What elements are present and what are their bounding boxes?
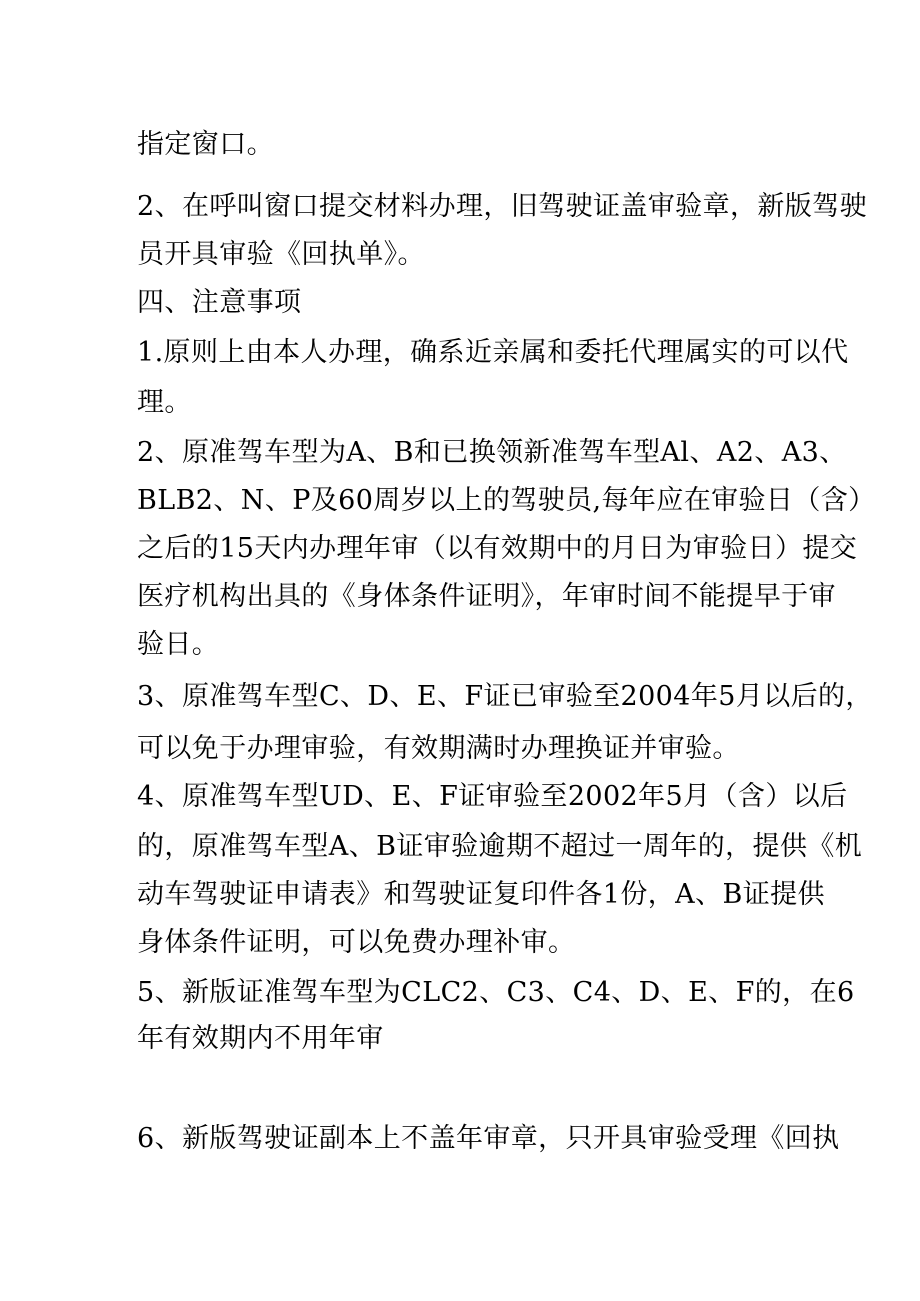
text-line: 3、原准驾车型C、D、E、F证已审验至2004年5月以后的， — [137, 681, 873, 712]
text-line: 理。 — [137, 387, 192, 418]
text-line: 的，原准驾车型A、B证审验逾期不超过一周年的，提供《机 — [137, 831, 863, 862]
text-line: 1.原则上由本人办理，确系近亲属和委托代理属实的可以代 — [137, 337, 849, 368]
text-line: 指定窗口。 — [137, 129, 274, 160]
text-line: BLB2、N、P及60周岁以上的驾驶员,每年应在审验日（含） — [137, 485, 876, 516]
text-line: 6、新版驾驶证副本上不盖年审章，只开具审验受理《回执 — [137, 1123, 840, 1154]
text-line: 医疗机构出具的《身体条件证明》，年审时间不能提早于审 — [137, 581, 836, 612]
text-line: 2、原准驾车型为A、B和已换领新准驾车型Al、A2、A3、 — [137, 437, 847, 468]
text-line: 身体条件证明，可以免费办理补审。 — [137, 927, 576, 958]
text-line: 可以免于办理审验，有效期满时办理换证并审验。 — [137, 733, 740, 764]
text-line: 年有效期内不用年审 — [137, 1023, 384, 1054]
text-line: 4、原准驾车型UD、E、F证审验至2002年5月（含）以后 — [137, 781, 848, 812]
section-heading: 四、注意事项 — [137, 287, 302, 318]
text-line: 2、在呼叫窗口提交材料办理，旧驾驶证盖审验章，新版驾驶 — [137, 191, 867, 222]
text-line: 之后的15天内办理年审（以有效期中的月日为审验日）提交 — [137, 533, 858, 564]
text-line: 动车驾驶证申请表》和驾驶证复印件各1份，A、B证提供 — [137, 879, 825, 910]
text-line: 5、新版证准驾车型为CLC2、C3、C4、D、E、F的，在6 — [137, 977, 855, 1008]
text-line: 验日。 — [137, 629, 220, 660]
text-line: 员开具审验《回执单》。 — [137, 239, 425, 270]
